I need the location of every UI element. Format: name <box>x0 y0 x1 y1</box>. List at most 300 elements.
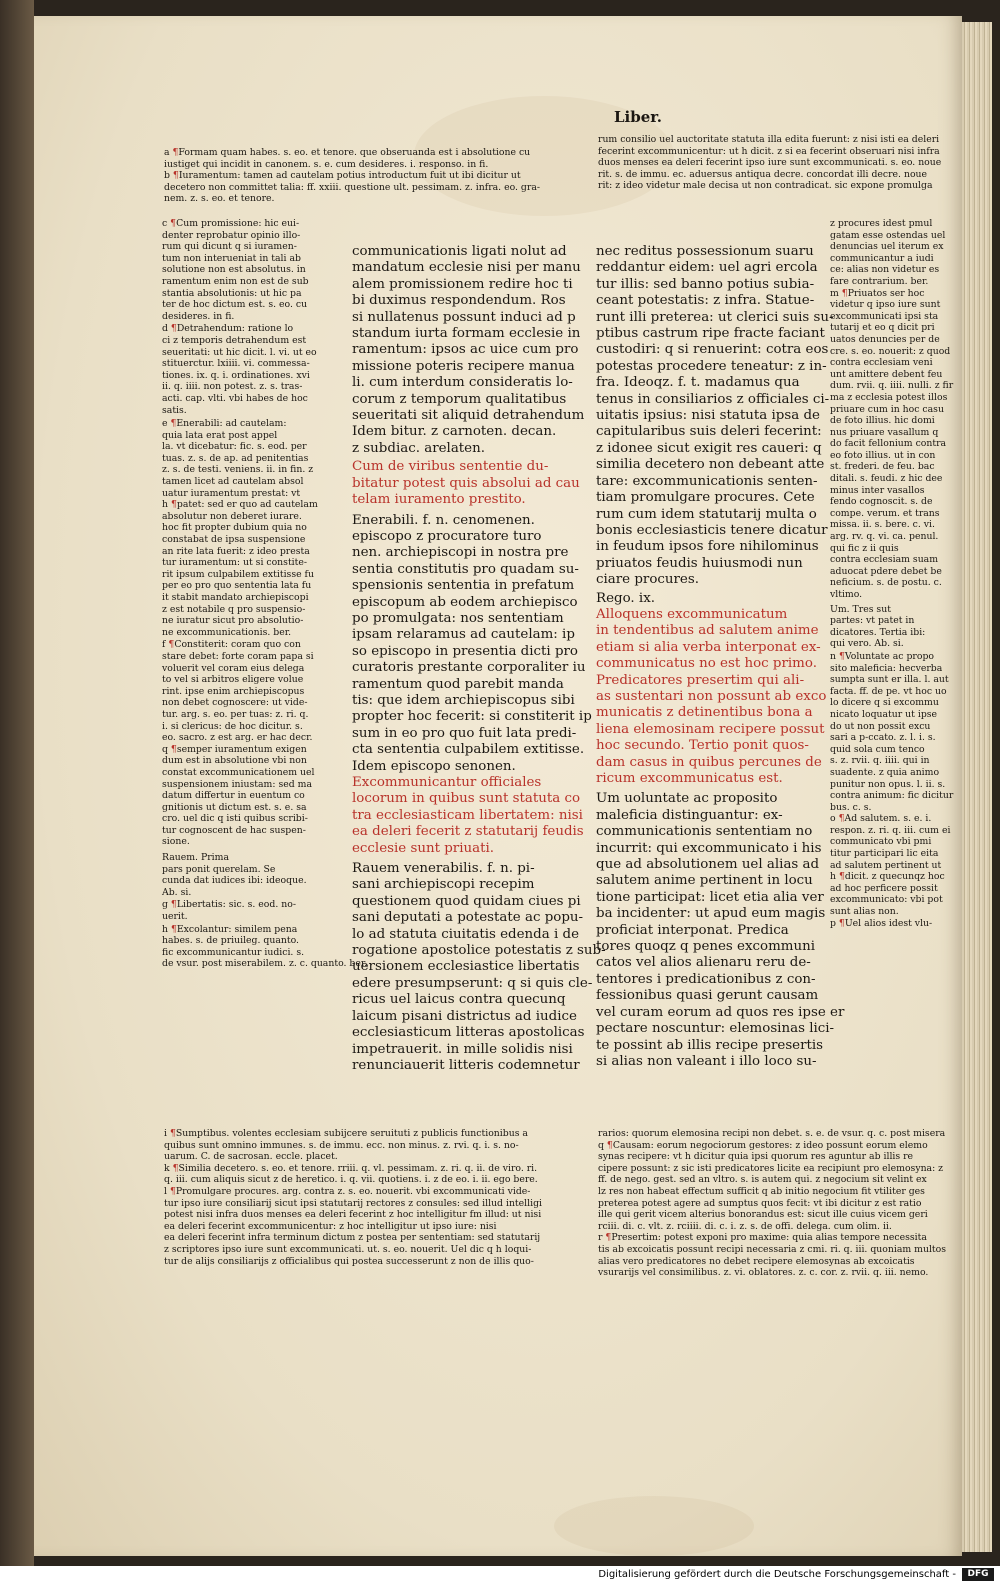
text-line: Predicatores presertim qui ali- <box>596 672 805 688</box>
text-line: seueritati sit aliquid detrahendum <box>352 408 585 424</box>
text-line: ramentum enim non est de sub <box>162 275 309 287</box>
text-line: priuatos feudis huiusmodi nun <box>596 555 803 571</box>
gloss-text: Detrahendum: ratione lo <box>176 323 294 335</box>
text-line: habes. s. de priuileg. quanto. <box>162 935 300 947</box>
text-line: z scriptores ipso iure sunt excommunicati. ut. s. eo. nouerit. Uel dic q h loqui- <box>164 1243 532 1255</box>
text-line <box>164 170 576 182</box>
text-line: tur ipso iure consiliarij sicut ipsi statutarij rectores z consules: sed illud intelligi <box>164 1197 543 1209</box>
text-line: li. cum interdum consideratis lo- <box>352 375 573 391</box>
text-line: curatoris prestante corporaliter iu <box>352 660 586 676</box>
paragraph-mark-icon: ¶ <box>841 287 848 299</box>
text-line: Excommunicantur officiales <box>352 775 542 790</box>
text-line: questionem quod quidam ciues pi <box>352 893 581 909</box>
text-line: sani deputati a potestate ac popu- <box>352 910 584 926</box>
text-line: communicato vbi pmi <box>830 836 932 848</box>
gloss-letter-marker: k <box>164 1162 173 1174</box>
text-line: ditali. s. feudi. z hic dee <box>830 473 943 485</box>
gloss-text: Causam: eorum negociorum gestores: z ideo possunt eorum elemo <box>612 1139 928 1151</box>
gloss-text: dicit. z quecunqz hoc <box>844 871 945 883</box>
text-line: communicatus no est hoc primo. <box>596 656 817 672</box>
text-line: Idem bitur. z carnoten. decan. <box>352 424 557 440</box>
main-text-column-1 <box>352 244 606 1074</box>
text-line: tis: que idem archiepiscopus sibi <box>352 692 575 708</box>
text-line <box>162 499 340 511</box>
text-line: dum est in absolutione vbi non <box>162 755 307 767</box>
gloss-text: Constiterit: coram quo con <box>174 639 301 651</box>
page-edges <box>962 22 992 1552</box>
text-line: episcopo z procuratore turo <box>352 528 542 544</box>
dfg-logo: DFG <box>962 1568 994 1581</box>
text-line <box>598 1232 948 1244</box>
gloss-text: Priuatos ser hoc <box>847 287 925 299</box>
text-line: rit ipsum culpabilem extitisse fu <box>162 568 314 580</box>
text-line: tutarij et eo q dicit pri <box>830 322 935 334</box>
bottom-gloss-right <box>598 1128 948 1279</box>
text-line: tum non interueniat in tali ab <box>162 252 301 264</box>
text-line: ea deleri fecerit z statutarij feudis <box>352 824 584 840</box>
text-line: so episcopo in presentia dicti pro <box>352 643 578 659</box>
text-line: ricum excommunicatus est. <box>596 771 783 786</box>
text-line: dam casus in quibus percunes de <box>596 754 822 770</box>
text-line: synas recipere: vt h dicitur quia ipsi quorum res aguntur ab illis re <box>598 1151 914 1163</box>
text-line: z procures idest pmul <box>830 218 933 229</box>
gloss-letter-marker: i <box>164 1128 170 1139</box>
text-line: tentores i predicationibus z con- <box>596 971 816 987</box>
gloss-text: Cum promissione: hic eui- <box>176 218 300 229</box>
text-line: cipere possunt: z sic isti predicatores licite ea recipiunt pro elemosyna: z <box>598 1162 944 1174</box>
gloss-text: Similia decetero. s. eo. et tenore. rriii. q. vl. pessimam. z. ri. q. ii. de viro. ri. <box>178 1162 538 1174</box>
text-line <box>162 323 340 335</box>
text-line: stare debet: forte coram papa si <box>162 650 314 662</box>
text-line: duos menses ea deleri fecerint ipso iure sunt excommunicati. s. eo. noue <box>598 157 942 169</box>
text-line: denter reprobatur opinio illo- <box>162 229 301 241</box>
text-line: eo foto illius. ut in con <box>830 449 936 461</box>
gloss-letter-marker: p <box>830 917 839 929</box>
text-line: nus priuare vasallum q <box>830 426 939 438</box>
text-line: fra. Ideoqz. f. t. madamus qua <box>596 375 800 391</box>
text-line: ipsam relaramus ad cautelam: ip <box>352 627 575 643</box>
text-line: arg. rv. q. vi. ca. penul. <box>830 531 939 543</box>
text-line: rum consilio uel auctoritate statuta illa edita fuerunt: z nisi isti ea deleri <box>598 134 940 145</box>
text-line: suadente. z quia animo <box>830 766 940 778</box>
text-line: respon. z. ri. q. iii. cum ei <box>830 824 951 836</box>
text-line: rogatione apostolice potestatis z sub- <box>352 943 606 959</box>
text-line: decetero non committet talia: ff. xxiii. questione ult. pessimam. z. infra. eo. gra- <box>164 181 541 193</box>
paragraph-mark-icon: ¶ <box>606 1139 613 1151</box>
text-line: dum. rvii. q. iiii. nulli. z fir <box>830 380 954 392</box>
text-line: Ab. si. <box>162 886 192 898</box>
gloss-letter-marker: e <box>162 418 171 430</box>
text-line: standum iurta formam ecclesie in <box>352 326 581 342</box>
text-line: ter de hoc dictum est. s. eo. cu <box>162 299 308 311</box>
footer-bar <box>0 1566 1000 1584</box>
text-line: fare contrarium. ber. <box>830 275 929 287</box>
text-line <box>162 418 340 430</box>
text-line: ramentum: ipsos ac uice cum pro <box>352 342 579 358</box>
bottom-gloss-left <box>164 1128 576 1267</box>
text-line: hoc secundo. Tertio ponit quos- <box>596 738 809 754</box>
text-line: Cum de viribus sententie du- <box>352 459 549 475</box>
gloss-text: Excolantur: similem pena <box>176 923 298 935</box>
text-line: tur iuramentum: ut si constite- <box>162 557 308 569</box>
text-line: liena elemosinam recipere possut <box>596 721 825 737</box>
text-line: contra ecclesiam veni <box>830 357 933 369</box>
paragraph-mark-icon: ¶ <box>169 1128 176 1139</box>
text-line: priuare cum in hoc casu <box>830 403 944 415</box>
text-line <box>162 899 340 911</box>
paragraph-mark-icon: ¶ <box>169 1185 176 1197</box>
gloss-letter-marker: d <box>162 323 171 335</box>
text-line: do facit fellonium contra <box>830 438 947 450</box>
gloss-letter-marker: h <box>162 923 171 935</box>
text-line <box>164 1128 576 1140</box>
text-line: uerit. <box>162 911 188 923</box>
gloss-text: Formam quam habes. s. eo. et tenore. que obseruanda est i absolutione cu <box>178 147 531 158</box>
text-line: ne excommunicationis. ber. <box>162 626 292 638</box>
text-line: ricus uel laicus contra quecunq <box>352 992 566 1008</box>
gloss-letter-marker: n <box>830 650 839 662</box>
text-line: alem promissionem redire hoc ti <box>352 276 573 292</box>
text-line <box>598 1140 948 1152</box>
text-line: nem. z. s. eo. et tenore. <box>164 193 275 205</box>
text-line: ciare procures. <box>596 572 699 588</box>
text-line: la. vt dicebatur: fic. s. eod. per <box>162 441 307 453</box>
text-line: tamen licet ad cautelam absol <box>162 476 304 488</box>
text-line: contra animum: fic dicitur <box>830 790 954 802</box>
text-line: bitatur potest quis absolui ad cau <box>352 475 580 491</box>
text-line: ptibus castrum ripe fracte faciant <box>596 326 825 342</box>
gloss-letter-marker: l <box>164 1185 170 1197</box>
text-line <box>830 918 956 930</box>
left-gloss-column <box>162 218 368 970</box>
text-line: Rauem venerabilis. f. n. pi- <box>352 861 535 877</box>
gloss-letter-marker: o <box>830 813 839 825</box>
gloss-text: Libertatis: sic. s. eod. no- <box>176 899 296 911</box>
text-line: impetrauerit. in mille solidis nisi <box>352 1041 573 1057</box>
text-line: fecerint excommunicentur: ut h dicit. z si ea fecerint obseruari nisi infra <box>598 145 940 157</box>
text-line: rum qui dicunt q si iuramen- <box>162 241 297 253</box>
text-line: lo ad statuta ciuitatis edenda i de <box>352 926 580 942</box>
gloss-text: Ad salutem. s. e. i. <box>844 813 932 825</box>
text-line: alias vero predicatores no debet recipere elemosynas ab excoicatis <box>598 1255 915 1267</box>
text-line: uatos denuncies per de <box>830 333 940 345</box>
text-line: qui vero. Ab. si. <box>830 638 904 650</box>
text-line <box>164 1186 576 1198</box>
text-line: communicantur a iudi <box>830 252 934 264</box>
text-line: unt amittere debent feu <box>830 368 943 380</box>
text-line: Rego. ix. <box>596 590 656 606</box>
text-line: de foto illius. hic domi <box>830 415 935 427</box>
text-line <box>164 1163 576 1175</box>
paragraph-mark-icon: ¶ <box>170 743 177 755</box>
text-line: desideres. in fi. <box>162 310 235 322</box>
text-line: vltimo. <box>830 589 863 600</box>
text-line: gnitionis ut dictum est. s. e. sa <box>162 801 307 813</box>
text-line: solutione non est absolutus. in <box>162 264 306 276</box>
text-line: vel curam eorum ad quos res ipse er <box>596 1004 845 1020</box>
text-line: minus inter vasallos <box>830 484 925 496</box>
text-line: st. frederi. de feu. bac <box>830 461 935 473</box>
text-line: constat excommunicationem uel <box>162 766 315 778</box>
text-line: potest nisi infra duos menses ea deleri fecerint z hoc intelligitur fm illud: ut nisi <box>164 1209 542 1221</box>
text-line: Idem episcopo senonen. <box>352 758 516 774</box>
text-line: z idonee sicut exigit res caueri: q <box>596 440 822 456</box>
text-line: seueritati: ut hic dicit. l. vi. ut eo <box>162 346 317 358</box>
paragraph-mark-icon: ¶ <box>838 813 845 825</box>
text-line: quibus sunt omnino immunes. s. de immu. ecc. non minus. z. rvi. q. i. s. no- <box>164 1139 519 1151</box>
gloss-letter-marker: g <box>162 899 171 911</box>
text-line: Enerabili. f. n. cenomenen. <box>352 512 535 528</box>
text-line <box>162 639 340 651</box>
gloss-letter-marker: h <box>830 871 839 883</box>
gloss-text: semper iuramentum exigen <box>176 743 307 755</box>
text-line: nicato loquatur ut ipse <box>830 708 938 720</box>
gloss-letter-marker: f <box>162 639 169 651</box>
text-line: tione participat: licet etia alia ver <box>596 889 824 905</box>
text-line: cro. uel dic q isti quibus scribi- <box>162 813 308 825</box>
text-line: in tendentibus ad salutem anime <box>596 623 819 639</box>
text-line: ecclesie sunt priuati. <box>352 840 495 856</box>
gloss-text: Promulgare procures. arg. contra z. s. eo. nouerit. vbi excommunicati vide- <box>175 1185 531 1197</box>
text-line: z subdiac. arelaten. <box>352 440 485 456</box>
footer-credit: Digitalisierung gefördert durch die Deutsche Forschungsgemeinschaft - <box>598 1569 956 1580</box>
text-line: denuncias uel iterum ex <box>830 241 944 253</box>
paragraph-mark-icon: ¶ <box>170 418 177 430</box>
text-line: tur cognoscent de hac suspen- <box>162 824 306 836</box>
text-line: satis. <box>162 404 187 416</box>
text-line: tur illis: sed banno potius subia- <box>596 276 815 292</box>
text-line: compe. verum. et trans <box>830 507 940 519</box>
gloss-text: Voluntate ac propo <box>844 650 934 662</box>
text-line: tiones. ix. q. i. ordinationes. xvi <box>162 369 310 381</box>
paper-stain <box>554 1496 754 1556</box>
text-line: bonis ecclesiasticis tenere dicatur <box>596 522 828 538</box>
text-line: telam iuramento prestito. <box>352 492 526 508</box>
binding-gutter <box>0 0 34 1566</box>
text-line: locorum in quibus sunt statuta co <box>352 791 581 807</box>
text-line: mandatum ecclesie nisi per manu <box>352 260 581 276</box>
text-line: proficiat interponat. Predica <box>596 922 789 938</box>
text-line: tare: excommunicationis senten- <box>596 473 818 489</box>
text-line: in feudum ipsos fore nihilominus <box>596 539 819 555</box>
paragraph-mark-icon: ¶ <box>170 323 177 335</box>
text-line: rit: z ideo videtur male decisa ut non contradicat. sic expone promulga <box>598 180 933 192</box>
paragraph-mark-icon: ¶ <box>172 1162 179 1174</box>
text-line: fic excommunicantur iudici. s. <box>162 946 305 958</box>
text-line: de vsur. post miserabilem. z. c. quanto. ber. <box>162 958 368 970</box>
top-gloss-right <box>598 134 948 192</box>
paragraph-mark-icon: ¶ <box>170 899 177 911</box>
text-line: ff. de nego. gest. sed an vltro. s. is autem qui. z negocium sit velint ex <box>598 1174 927 1186</box>
text-line <box>830 813 956 825</box>
text-line: propter hoc fecerit: si constiterit ip <box>352 709 592 725</box>
text-line: tra ecclesiasticam libertatem: nisi <box>352 807 583 823</box>
text-line: punitur non opus. l. ii. s. <box>830 778 946 790</box>
text-line: potestas procedere teneatur: z in- <box>596 358 827 374</box>
text-line: stantia absolutionis: ut hic pa <box>162 287 302 299</box>
text-line: excommunicati ipsi sta <box>830 310 939 322</box>
text-line: incurrit: qui excommunicato i his <box>596 840 822 856</box>
text-line: videtur q ipso iure sunt <box>830 299 941 311</box>
gloss-text: Uel alios idest vlu- <box>844 917 933 929</box>
text-line: ad salutem pertinent ut <box>830 859 942 871</box>
text-line: preterea potest agere ad sumptus quos fecit: vt ibi dicitur z est ratio <box>598 1197 922 1209</box>
gloss-letter-marker: q <box>598 1139 607 1151</box>
gloss-letter-marker: q <box>162 743 171 755</box>
gloss-text: Presertim: potest exponi pro maxime: quia alias tempore necessita <box>611 1232 927 1244</box>
paragraph-mark-icon: ¶ <box>168 639 175 651</box>
text-line: excommunicato: vbi pot <box>830 894 943 906</box>
text-line: ille qui gerit vicem alterius bonorandus est: sicut ille cuius vicem geri <box>598 1209 928 1221</box>
text-line: renunciauerit litteris codemnetur <box>352 1057 580 1073</box>
gloss-letter-marker: h <box>162 499 171 511</box>
text-line: Um uoluntate ac proposito <box>596 791 778 807</box>
text-line: z est notabile q pro suspensio- <box>162 603 306 615</box>
text-line: etiam si alia verba interponat ex- <box>596 639 821 655</box>
text-line <box>162 744 340 756</box>
text-line: tores quoqz q penes excommuni <box>596 939 816 955</box>
text-line: acti. cap. vlti. vbi habes de hoc <box>162 392 308 404</box>
text-line: communicationis sententiam no <box>596 824 813 840</box>
text-line: capitularibus suis deleri fecerint: <box>596 424 822 440</box>
text-line: tenus in consiliarios z officiales ci- <box>596 391 830 407</box>
text-line: contra ecclesiam suam <box>830 554 939 566</box>
text-line: uatur iuramentum prestat: vt <box>162 487 301 499</box>
text-line: ii. q. iiii. non potest. z. s. tras- <box>162 381 303 393</box>
paragraph-mark-icon: ¶ <box>170 923 177 935</box>
top-gloss-left <box>164 147 576 205</box>
gloss-letter-marker: r <box>598 1232 606 1244</box>
text-line: vsurarijs vel consimilibus. z. vi. oblatores. z. c. cor. z. rvii. q. iii. nemo. <box>598 1267 929 1279</box>
text-line: similia decetero non debeant atte <box>596 457 825 473</box>
paragraph-mark-icon: ¶ <box>172 170 179 182</box>
text-line: corum z temporum qualitatibus <box>352 391 567 407</box>
text-line: spensionis sententia in prefatum <box>352 578 575 594</box>
text-line: per eo pro quo sententia lata fu <box>162 580 312 592</box>
text-line: facta. ff. de pe. vt hoc uo <box>830 685 947 697</box>
paragraph-mark-icon: ¶ <box>170 218 177 229</box>
text-line: po promulgata: nos sententiam <box>352 610 564 626</box>
text-line: datum differtur in euentum co <box>162 790 305 802</box>
text-line: que ad absolutionem uel alias ad <box>596 857 820 873</box>
paragraph-mark-icon: ¶ <box>838 917 845 929</box>
text-line: Um. Tres sut <box>830 603 891 615</box>
text-line: lz res non habeat effectum sufficit q ab initio negocium fit vtiliter ges <box>598 1185 925 1197</box>
text-line: voluerit vel coram eius delega <box>162 662 305 674</box>
text-line: uarum. C. de sacrosan. eccle. placet. <box>164 1151 338 1163</box>
gloss-text: Enerabili: ad cautelam: <box>176 418 287 430</box>
text-line <box>164 147 576 159</box>
text-line: z. s. de testi. veniens. ii. in fin. z <box>162 464 314 476</box>
text-line: i. si clericus: de hoc dicitur. s. <box>162 720 303 732</box>
text-line: sito maleficia: hecverba <box>830 662 943 674</box>
text-line: rint. ipse enim archiepiscopus <box>162 685 305 697</box>
text-line: tur. arg. s. eo. per tuas: z. ri. q. <box>162 708 309 720</box>
text-line: tur de alijs consiliarijs z officialibus qui postea successerunt z non de illis quo- <box>164 1255 534 1267</box>
gloss-text: patet: sed er quo ad cautelam <box>176 499 318 511</box>
text-line: ea deleri fecerint excommunicentur: z hoc intelligitur ut ipso iure: nisi <box>164 1220 497 1232</box>
text-line: pectare noscuntur: elemosinas lici- <box>596 1021 835 1037</box>
gloss-text: Sumptibus. volentes ecclesiam subijcere seruituti z publicis functionibus a <box>175 1128 528 1139</box>
running-head: Liber. <box>614 108 663 126</box>
text-line: an rite lata fuerit: z ideo presta <box>162 545 310 557</box>
text-line: partes: vt patet in <box>830 615 915 627</box>
text-line: aduocat pdere debet be <box>830 565 942 577</box>
text-line: nen. archiepiscopi in nostra pre <box>352 545 569 561</box>
gloss-letter-marker: b <box>164 170 173 182</box>
text-line: tuas. z. s. de ap. ad penitentias <box>162 452 309 464</box>
text-line: Rauem. Prima <box>162 852 230 864</box>
text-line: te possint ab illis recipe presertis <box>596 1037 824 1053</box>
text-line: quia lata erat post appel <box>162 429 278 441</box>
text-line: ramentum quod parebit manda <box>352 676 564 692</box>
text-line: episcopum ab eodem archiepisco <box>352 594 578 610</box>
text-line: sari a p-ccato. z. l. i. s. <box>830 732 936 744</box>
text-line: sentia constitutis pro quadam su- <box>352 561 579 577</box>
text-line: quid sola cum tenco <box>830 743 925 755</box>
text-line: nec reditus possessionum suaru <box>596 244 814 259</box>
text-line: ce: alias non videtur es <box>830 264 940 276</box>
text-line <box>830 288 956 300</box>
text-line: sum in eo pro quo fuit lata predi- <box>352 725 577 741</box>
text-line: ecclesiasticum litteras apostolicas <box>352 1025 585 1041</box>
text-line: it stabit mandato archiepiscopi <box>162 592 309 603</box>
text-line: cre. s. eo. nouerit: z quod <box>830 345 951 357</box>
paragraph-mark-icon: ¶ <box>172 147 179 158</box>
text-line: si alias non valeant i illo loco su- <box>596 1053 817 1069</box>
text-line: iustiget qui incidit in canonem. s. e. cum desideres. i. responso. in fi. <box>164 158 489 170</box>
text-line: rum cum idem statutarij multa o <box>596 506 817 522</box>
gloss-letter-marker: a <box>164 147 173 158</box>
text-line: gatam esse ostendas uel <box>830 229 946 241</box>
text-line: constabat de ipsa suspensione <box>162 534 306 546</box>
right-gloss-column <box>830 218 956 929</box>
text-line: as sustentari non possunt ab exco <box>596 688 827 704</box>
text-line: ceant potestatis: z infra. Statue- <box>596 293 815 309</box>
paragraph-mark-icon: ¶ <box>170 499 177 511</box>
main-text-column-2 <box>596 244 845 1070</box>
text-line: ma z ecclesia potest illos <box>830 391 948 403</box>
text-line: eo. sacro. z est arg. er hac decr. <box>162 732 313 744</box>
text-line: salutem anime pertinent in locu <box>596 873 813 889</box>
text-line: uersionem ecclesiastice libertatis <box>352 959 580 975</box>
text-line: maleficia distinguantur: ex- <box>596 807 783 823</box>
text-line: Alloquens excommunicatum <box>596 606 788 622</box>
text-line: rit. s. de immu. ec. aduersus antiqua decre. concordat illi decre. noue <box>598 168 928 180</box>
text-line: sione. <box>162 836 190 848</box>
paragraph-mark-icon: ¶ <box>838 871 845 883</box>
text-line: lo dicere q si excommu <box>830 697 939 709</box>
text-line: fendo cognoscit. s. de <box>830 496 933 508</box>
paragraph-mark-icon: ¶ <box>605 1232 612 1244</box>
paragraph-mark-icon: ¶ <box>838 650 845 662</box>
text-line: fessionibus quasi gerunt causam <box>596 988 819 1004</box>
text-line: missa. ii. s. bere. c. vi. <box>830 519 935 531</box>
text-line: uitatis ipsius: nisi statuta ipsa de <box>596 408 820 424</box>
text-line <box>162 218 340 230</box>
text-line: s. z. rvii. q. iiii. qui in <box>830 755 930 767</box>
text-line: runt illi preterea: ut clerici suis su- <box>596 309 834 325</box>
text-line: hoc fit propter dubium quia no <box>162 522 307 534</box>
text-line: sunt alias non. <box>830 906 899 918</box>
text-line: communicationis ligati nolut ad <box>352 244 567 259</box>
text-line: laicum pisani districtus ad iudice <box>352 1008 577 1024</box>
text-line: suspensionem iniustam: sed ma <box>162 778 312 790</box>
text-line: titur participari lic eita <box>830 848 939 860</box>
text-line: dicatores. Tertia ibi: <box>830 626 926 638</box>
text-line: rarios: quorum elemosina recipi non debet. s. e. de vsur. q. c. post misera <box>598 1128 946 1139</box>
gloss-letter-marker: c <box>162 218 171 229</box>
